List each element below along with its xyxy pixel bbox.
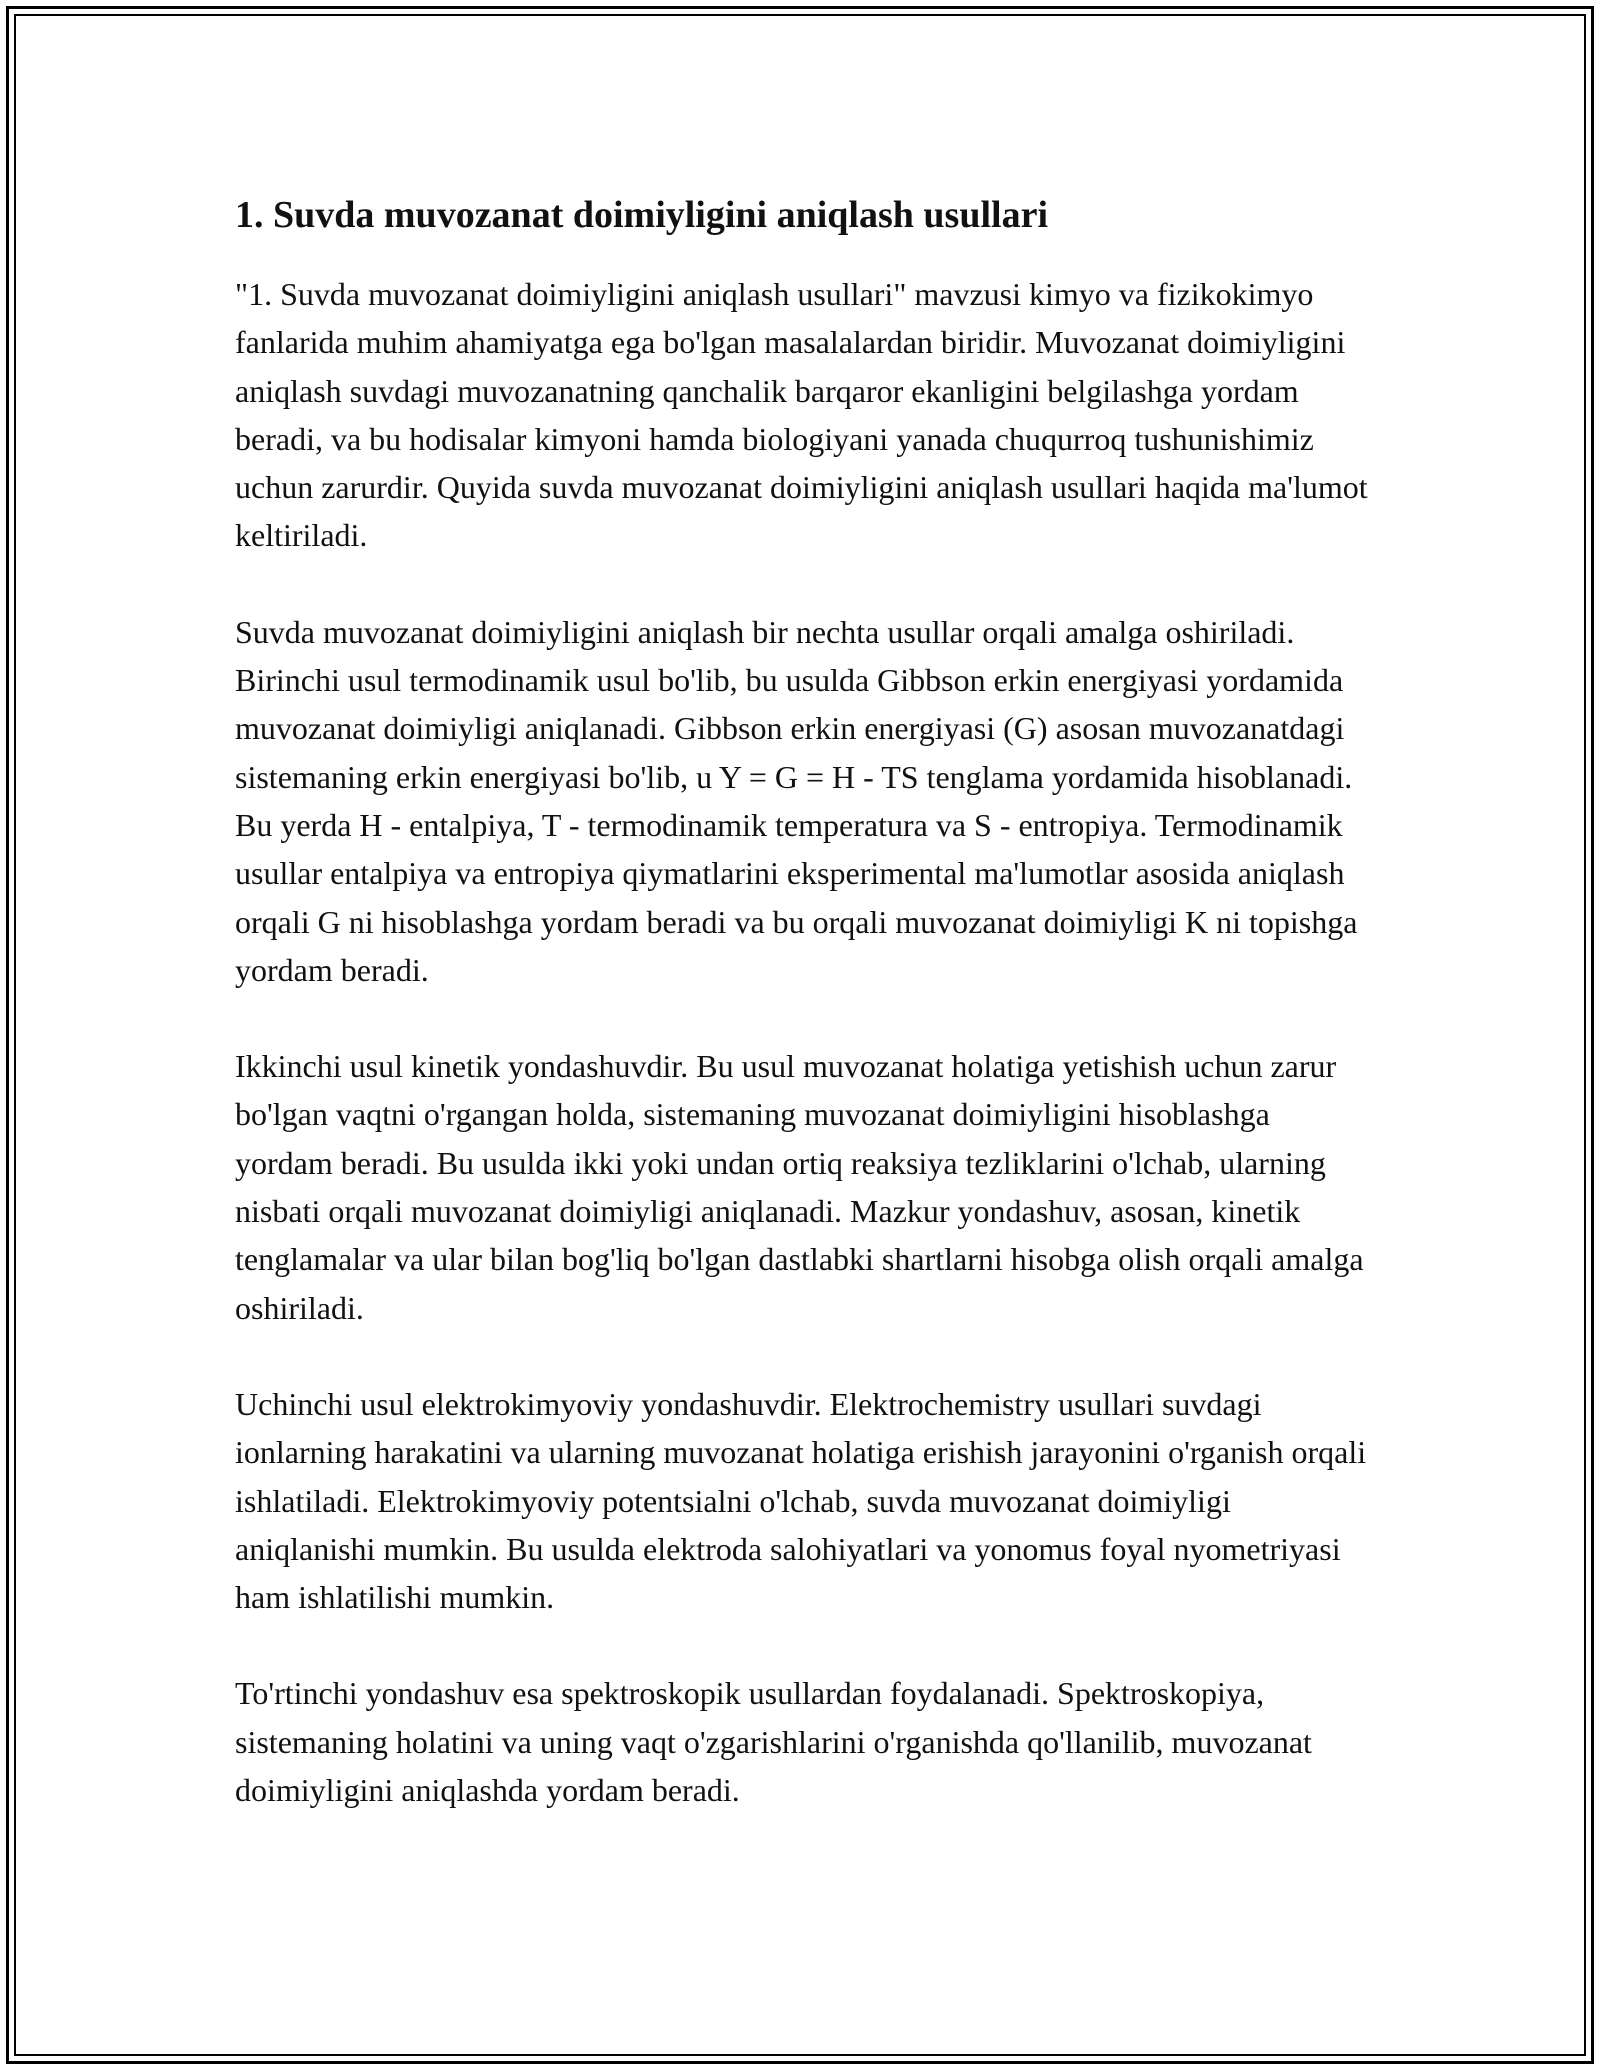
paragraph-spectroscopic-method: To'rtinchi yondashuv esa spektroskopik usullardan foydalanadi. Spektroskopiya, sistemaning holatini va uning vaqt o'zgarishlarini o'rganishda qo'llanilib, muvozanat doimiyligini aniqlashda yordam beradi. <box>235 1675 1312 1809</box>
paragraph-electrochemical-method: Uchinchi usul elektrokimyoviy yondashuvdir. Elektrochemistry usullari suvdagi ionlarning harakatini va ularning muvozanat holatiga erishish jarayonini o'rganish orqali ishlatiladi. Elektrokimyoviy potentsialni o'lchab, suvda muvozanat doimiyligi aniqlanishi mumkin. Bu usulda elektroda salohiyatlari va yonomus foyal nyometriyasi ham ishlatilishi mumkin. <box>235 1385 1367 1616</box>
paragraph-thermodynamic-method: Suvda muvozanat doimiyligini aniqlash bir nechta usullar orqali amalga oshiriladi. Birinchi usul termodinamik usul bo'lib, bu usulda Gibbson erkin energiyasi yordamida muvozanat doimiyligi aniqlanadi. Gibbson erkin energiyasi (G) asosan muvozanatdagi sistemaning erkin energiyasi bo'lib, u Y = G = H - TS tenglama yordamida hisoblanadi. Bu yerda H - entalpiya, T - termodinamik temperatura va S - entropiya. Termodinamik usullar entalpiya va entropiya qiymatlarini eksperimental ma'lumotlar asosida aniqlash orqali G ni hisoblashga yordam beradi va bu orqali muvozanat doimiyligi K ni topishga yordam beradi. <box>235 613 1358 988</box>
document-title: 1. Suvda muvozanat doimiyligini aniqlash usullari <box>235 194 1049 236</box>
paragraph-kinetic-method: Ikkinchi usul kinetik yondashuvdir. Bu usul muvozanat holatiga yetishish uchun zarur bo'lgan vaqtni o'rgangan holda, sistemaning muvozanat doimiyligini hisoblashga yordam beradi. Bu usulda ikki yoki undan ortiq reaksiya tezliklarini o'lchab, ularning nisbati orqali muvozanat doimiyligi aniqlanadi. Mazkur yondashuv, asosan, kinetik tenglamalar va ular bilan bog'liq bo'lgan dastlabki shartlarni hisobga olish orqali amalga oshiriladi. <box>235 1048 1364 1326</box>
document-body <box>235 186 1375 1814</box>
paragraph-intro: "1. Suvda muvozanat doimiyligini aniqlash usullari" mavzusi kimyo va fizikokimyo fanlarida muhim ahamiyatga ega bo'lgan masalalardan biridir. Muvozanat doimiyligini aniqlash suvdagi muvozanatning qanchalik barqaror ekanligini belgilashga yordam beradi, va bu hodisalar kimyoni hamda biologiyani yanada chuqurroq tushunishimiz uchun zarurdir. Quyida suvda muvozanat doimiyligini aniqlash usullari haqida ma'lumot keltiriladi. <box>235 276 1368 554</box>
